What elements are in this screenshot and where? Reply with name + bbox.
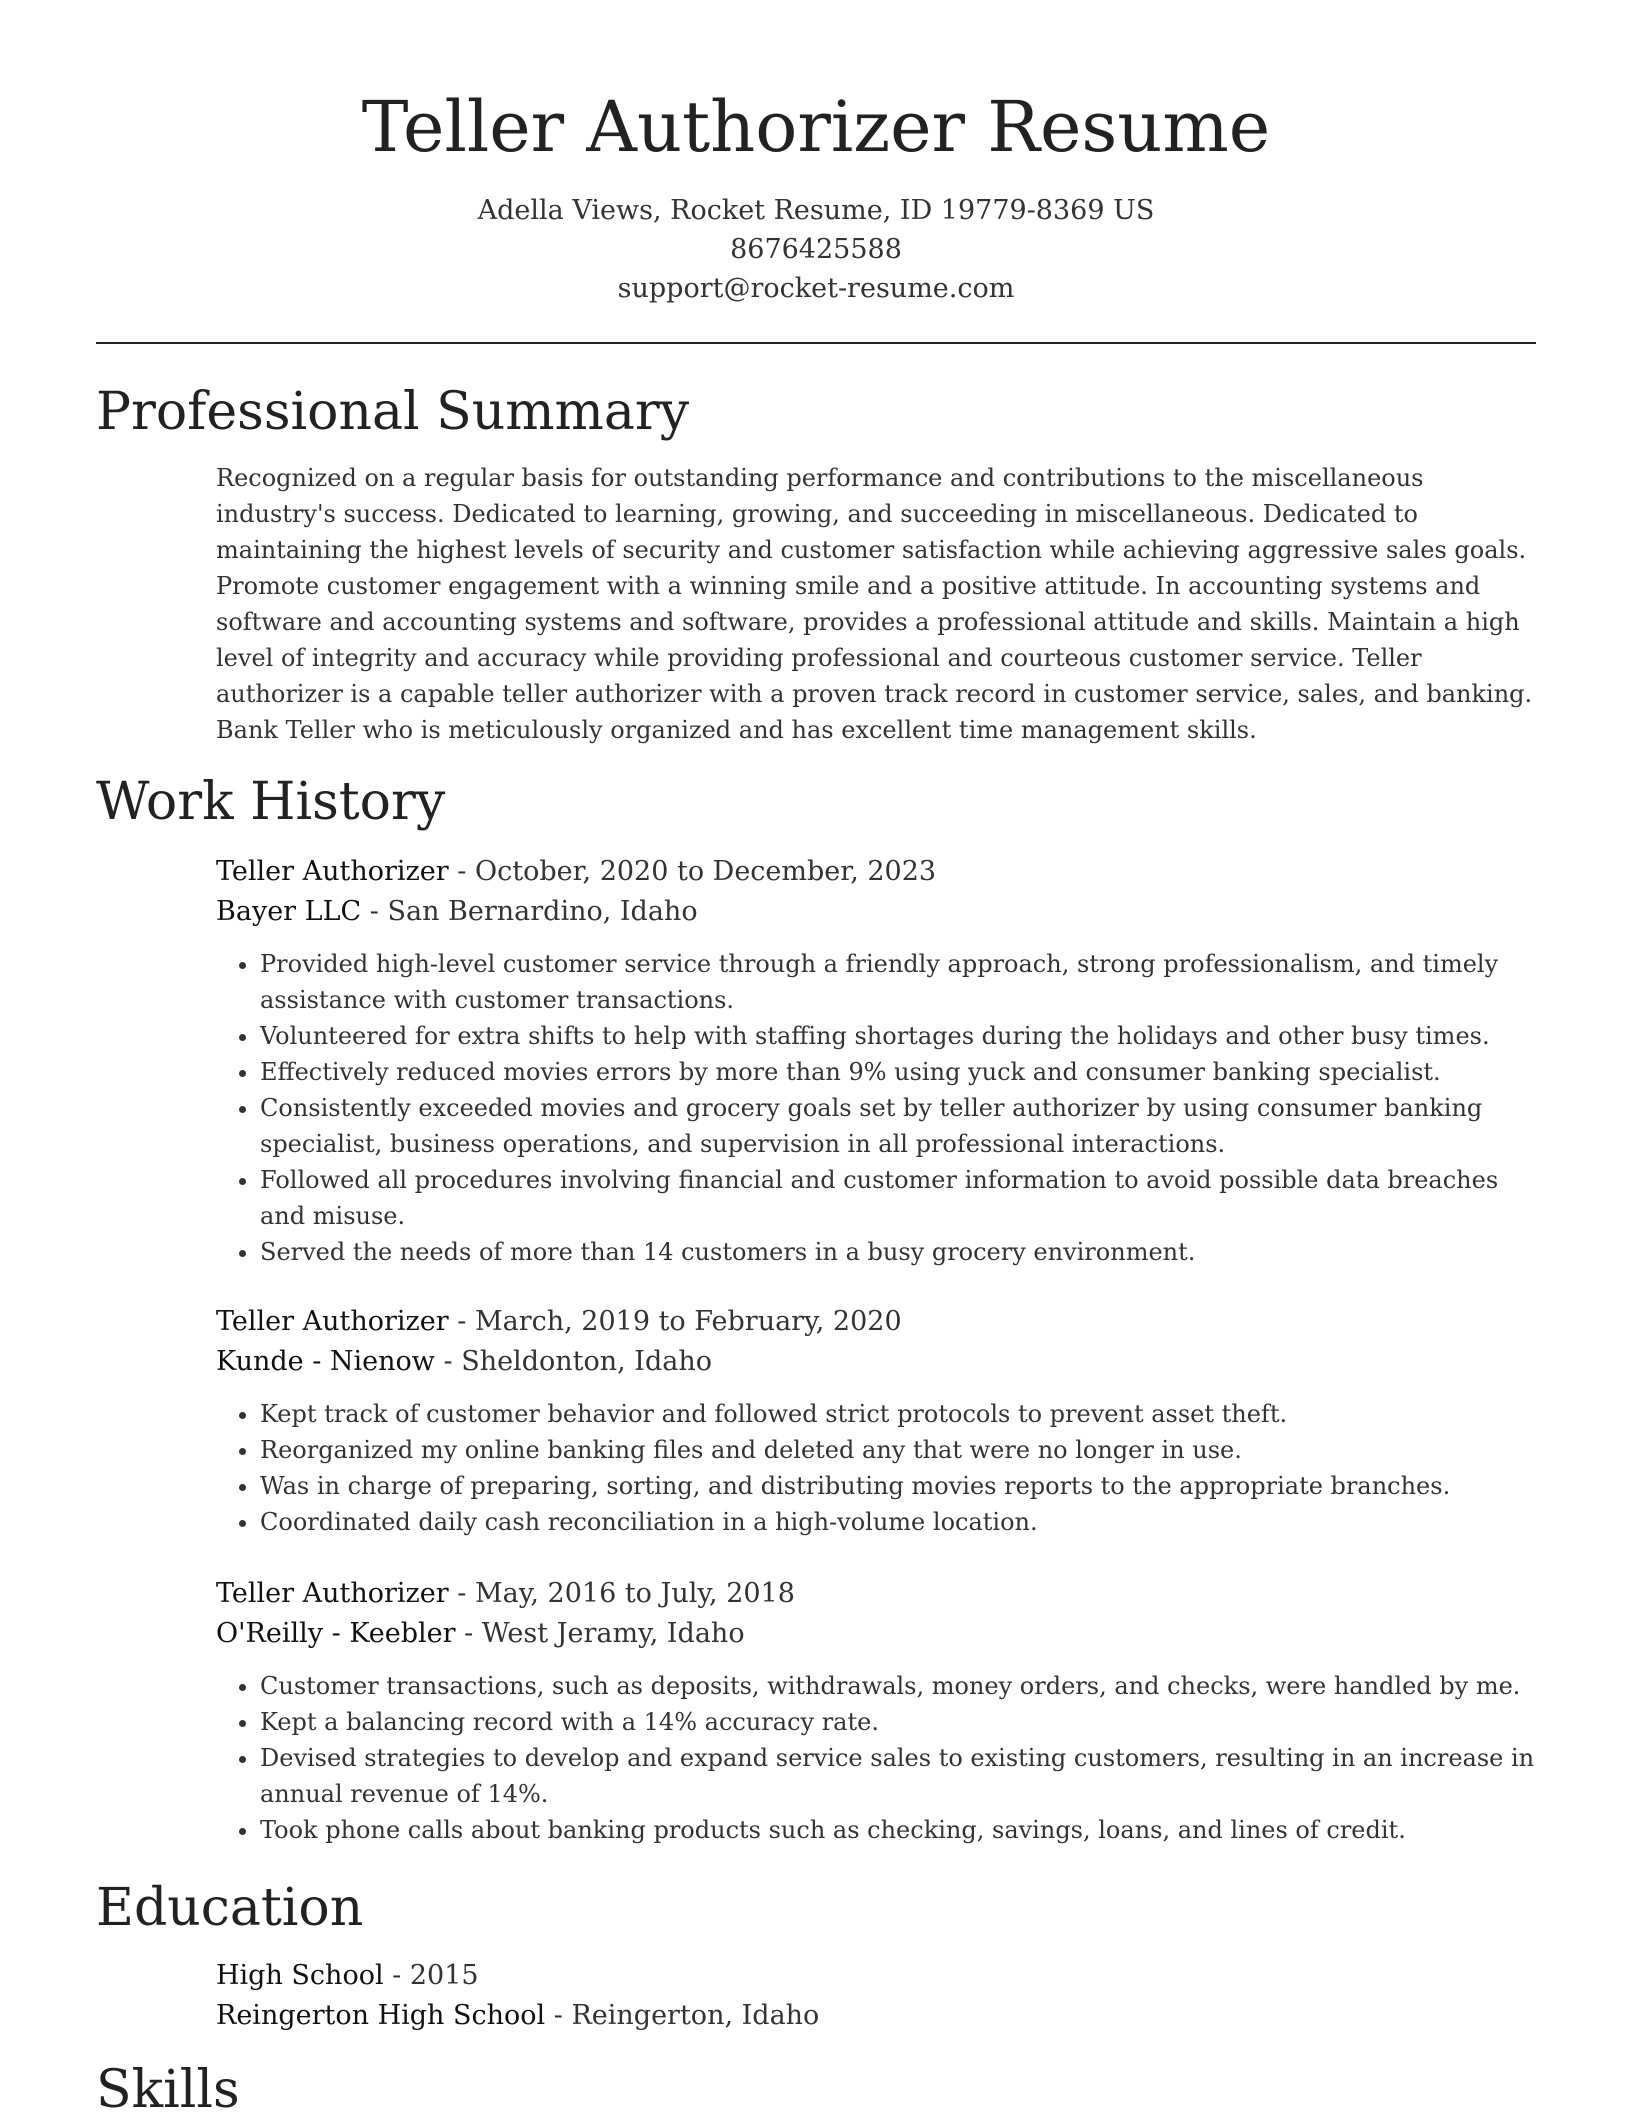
job-bullet: • Consistently exceeded movies and grocery goals set by teller authorizer by using consumer banking specialist, business operations, and supervision in all professional interactions. xyxy=(260,1090,1536,1162)
job-bullet: • Effectively reduced movies errors by more than 9% using yuck and consumer banking specialist. xyxy=(260,1054,1536,1090)
education-year: - 2015 xyxy=(383,1960,479,1991)
job-title: Teller Authorizer xyxy=(216,856,449,887)
job-company-line xyxy=(216,1342,1536,1382)
education-school-line xyxy=(216,1996,1536,2036)
skills-heading: Skills xyxy=(96,2060,240,2120)
job-title-line xyxy=(216,1302,1536,1342)
job-location: - West Jeramy, Idaho xyxy=(455,1618,745,1649)
education-degree-line xyxy=(216,1956,1536,1996)
summary-section xyxy=(216,460,1536,748)
job-bullet: • Kept a balancing record with a 14% accuracy rate. xyxy=(260,1704,1536,1740)
contact-address: Adella Views, Rocket Resume, ID 19779-8369 US xyxy=(477,195,1155,226)
contact-info xyxy=(96,191,1536,308)
job-entry xyxy=(216,1574,1536,1848)
education-school: Reingerton High School xyxy=(216,2000,546,2031)
job-bullet: • Provided high-level customer service through a friendly approach, strong professionalism, and timely assistance with customer transactions. xyxy=(260,946,1536,1018)
job-company: Kunde - Nienow xyxy=(216,1346,435,1377)
job-title: Teller Authorizer xyxy=(216,1578,449,1609)
contact-email: support@rocket-resume.com xyxy=(617,273,1015,304)
education-degree: High School xyxy=(216,1960,384,1991)
summary-heading: Professional Summary xyxy=(96,382,690,442)
job-bullet: • Customer transactions, such as deposits, withdrawals, money orders, and checks, were handled by me. xyxy=(260,1668,1536,1704)
job-entry xyxy=(216,1302,1536,1540)
job-entry xyxy=(216,852,1536,1270)
education-entry xyxy=(216,1956,1536,2036)
work-history-heading: Work History xyxy=(96,772,446,832)
job-bullets xyxy=(216,1396,1536,1540)
education-heading: Education xyxy=(96,1878,364,1938)
job-company: O'Reilly - Keebler xyxy=(216,1618,456,1649)
job-title: Teller Authorizer xyxy=(216,1306,449,1337)
summary-text: Recognized on a regular basis for outstanding performance and contributions to the miscellaneous industry's success. Dedicated to learning, growing, and succeeding in miscellaneous. Dedicated to maintaining the highest levels of security and customer satisfaction while achieving aggressive sales goals. Promote customer engagement with a winning smile and a positive attitude. In accounting systems and software and accounting systems and software, provides a professional attitude and skills. Maintain a high level of integrity and accuracy while providing professional and courteous customer service. Teller authorizer is a capable teller authorizer with a proven track record in customer service, sales, and banking. Bank Teller who is meticulously organized and has excellent time management skills. xyxy=(216,464,1533,744)
job-bullet: • Took phone calls about banking products such as checking, savings, loans, and lines of credit. xyxy=(260,1812,1536,1848)
job-bullet: • Volunteered for extra shifts to help with staffing shortages during the holidays and other busy times. xyxy=(260,1018,1536,1054)
job-location: - Sheldonton, Idaho xyxy=(434,1346,712,1377)
job-bullets xyxy=(216,946,1536,1270)
header-divider xyxy=(96,342,1536,344)
job-company-line xyxy=(216,892,1536,932)
job-company: Bayer LLC xyxy=(216,896,362,927)
job-dates: - March, 2019 to February, 2020 xyxy=(448,1306,902,1337)
contact-phone: 8676425588 xyxy=(730,234,902,265)
job-bullet: • Served the needs of more than 14 customers in a busy grocery environment. xyxy=(260,1234,1536,1270)
resume-title: Teller Authorizer Resume xyxy=(361,86,1271,168)
job-location: - San Bernardino, Idaho xyxy=(361,896,698,927)
job-bullet: • Reorganized my online banking files and deleted any that were no longer in use. xyxy=(260,1432,1536,1468)
job-dates: - May, 2016 to July, 2018 xyxy=(448,1578,795,1609)
job-bullet: • Followed all procedures involving financial and customer information to avoid possible data breaches and misuse. xyxy=(260,1162,1536,1234)
job-company-line xyxy=(216,1614,1536,1654)
job-title-line xyxy=(216,852,1536,892)
job-bullet: • Kept track of customer behavior and followed strict protocols to prevent asset theft. xyxy=(260,1396,1536,1432)
job-dates: - October, 2020 to December, 2023 xyxy=(448,856,937,887)
job-bullet: • Coordinated daily cash reconciliation in a high-volume location. xyxy=(260,1504,1536,1540)
job-bullets xyxy=(216,1668,1536,1848)
education-location: - Reingerton, Idaho xyxy=(545,2000,820,2031)
job-title-line xyxy=(216,1574,1536,1614)
job-bullet: • Was in charge of preparing, sorting, and distributing movies reports to the appropriate branches. xyxy=(260,1468,1536,1504)
job-bullet: • Devised strategies to develop and expand service sales to existing customers, resulting in an increase in annual revenue of 14%. xyxy=(260,1740,1536,1812)
